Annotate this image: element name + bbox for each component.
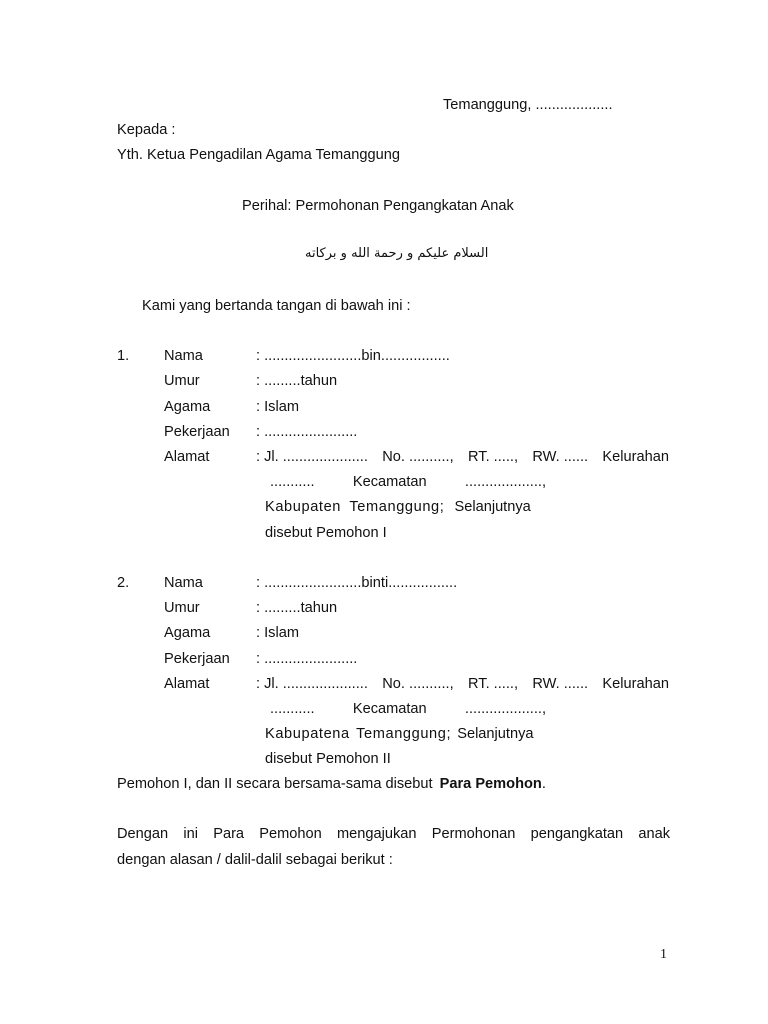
field-value-pekerjaan: : ....................... bbox=[256, 424, 358, 440]
addressee-label: Kepada : bbox=[117, 122, 176, 138]
address-kecamatan-blank: ..................., bbox=[464, 701, 546, 717]
field-label-nama: Nama bbox=[164, 575, 203, 591]
address-no: No. .........., bbox=[382, 676, 454, 692]
address-line-2 bbox=[270, 701, 546, 717]
field-value-nama: : ........................bin................. bbox=[256, 348, 450, 364]
field-label-alamat: Alamat bbox=[164, 676, 210, 692]
address-kabupaten: Kabupatena Temanggung; bbox=[265, 726, 452, 742]
field-label-nama: Nama bbox=[164, 348, 203, 364]
address-kecamatan: Kecamatan bbox=[352, 474, 427, 490]
together-text: Pemohon I, dan II secara bersama-sama disebut bbox=[117, 776, 433, 792]
address-street: : Jl. ..................... bbox=[256, 676, 368, 692]
body-paragraph-line-1: Dengan ini Para Pemohon mengajukan Permohonan pengangkatan anak bbox=[117, 826, 670, 842]
field-value-agama: : Islam bbox=[256, 399, 299, 415]
together-statement bbox=[117, 776, 546, 792]
arabic-greeting: السلام عليكم و رحمة الله و بركاته bbox=[305, 246, 489, 261]
field-label-pekerjaan: Pekerjaan bbox=[164, 424, 230, 440]
recipient-line bbox=[117, 147, 400, 163]
recipient-city: Temanggung bbox=[315, 147, 400, 163]
field-label-umur: Umur bbox=[164, 600, 200, 616]
field-value-umur: : .........tahun bbox=[256, 600, 338, 616]
field-label-umur: Umur bbox=[164, 373, 200, 389]
field-value-nama: : ........................binti................. bbox=[256, 575, 458, 591]
applicant-number: 2. bbox=[117, 575, 130, 591]
address-no: No. .........., bbox=[382, 449, 454, 465]
address-line-1 bbox=[256, 676, 669, 692]
address-rt: RT. ....., bbox=[468, 449, 519, 465]
address-line-2 bbox=[270, 474, 546, 490]
address-line-4: disebut Pemohon II bbox=[265, 751, 391, 767]
together-end: . bbox=[541, 776, 546, 792]
address-kelurahan: Kelurahan bbox=[602, 449, 669, 465]
body-paragraph-line-2: dengan alasan / dalil-dalil sebagai berikut : bbox=[117, 852, 393, 868]
address-street: : Jl. ..................... bbox=[256, 449, 368, 465]
address-selanjutnya: Selanjutnya bbox=[457, 726, 534, 742]
address-line-4: disebut Pemohon I bbox=[265, 525, 387, 541]
address-blank: ........... bbox=[270, 474, 315, 490]
address-rt: RT. ....., bbox=[468, 676, 519, 692]
page-number: 1 bbox=[660, 947, 667, 962]
subject-line: Perihal: Permohonan Pengangkatan Anak bbox=[242, 198, 514, 214]
address-kabupaten: Kabupaten Temanggung; bbox=[265, 499, 445, 515]
field-label-agama: Agama bbox=[164, 399, 211, 415]
address-line-1 bbox=[256, 449, 669, 465]
address-rw: RW. ...... bbox=[532, 676, 589, 692]
address-kecamatan: Kecamatan bbox=[352, 701, 427, 717]
para-pemohon-bold: Para Pemohon bbox=[439, 776, 542, 792]
place-date: Temanggung, ................... bbox=[443, 97, 613, 113]
field-label-alamat: Alamat bbox=[164, 449, 210, 465]
address-blank: ........... bbox=[270, 701, 315, 717]
address-rw: RW. ...... bbox=[532, 449, 589, 465]
address-line-3 bbox=[265, 726, 534, 742]
address-line-3 bbox=[265, 499, 531, 515]
field-label-pekerjaan: Pekerjaan bbox=[164, 651, 230, 667]
field-label-agama: Agama bbox=[164, 625, 211, 641]
intro-text: Kami yang bertanda tangan di bawah ini : bbox=[142, 298, 411, 314]
recipient-prefix: Yth. bbox=[117, 147, 143, 163]
field-value-agama: : Islam bbox=[256, 625, 299, 641]
recipient-office: Ketua Pengadilan Agama bbox=[147, 147, 312, 163]
address-kelurahan: Kelurahan bbox=[602, 676, 669, 692]
address-kecamatan-blank: ..................., bbox=[464, 474, 546, 490]
field-value-pekerjaan: : ....................... bbox=[256, 651, 358, 667]
field-value-umur: : .........tahun bbox=[256, 373, 338, 389]
applicant-number: 1. bbox=[117, 348, 130, 364]
address-selanjutnya: Selanjutnya bbox=[454, 499, 531, 515]
